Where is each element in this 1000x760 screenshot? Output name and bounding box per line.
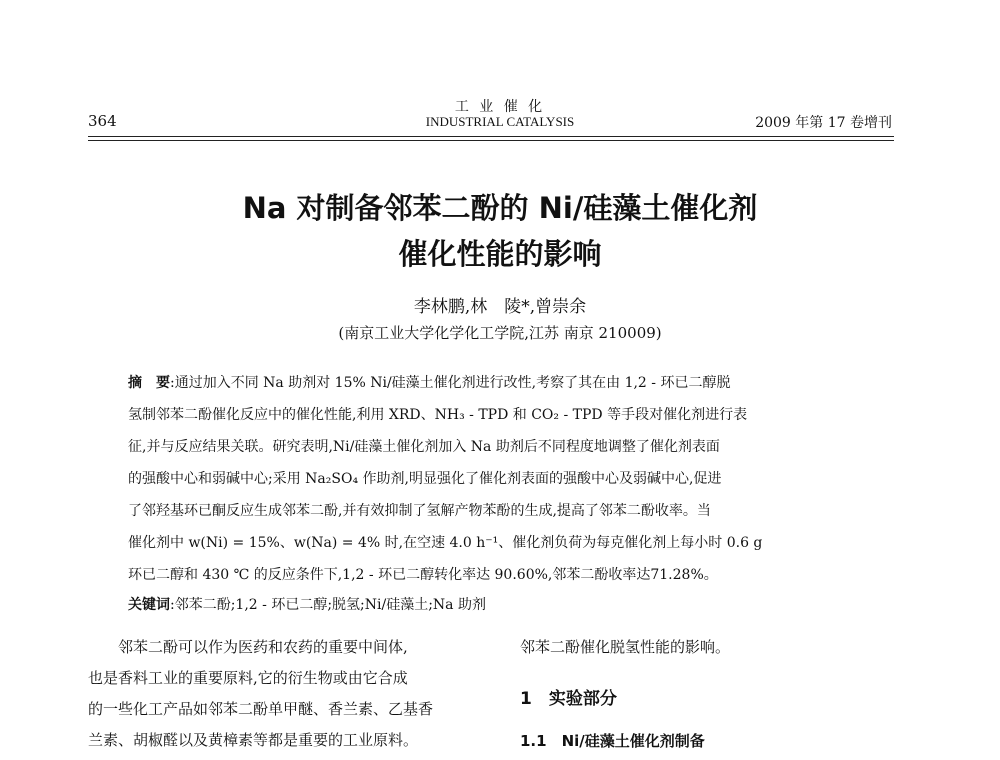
section-heading-1-1: 1.1 Ni/硅藻土催化剂制备 — [520, 732, 705, 750]
journal-title-cn: 工 业 催 化 — [454, 99, 546, 115]
keywords-label: 关键词 — [128, 597, 170, 613]
body-line: 的一些化工产品如邻苯二酚单甲醚、香兰素、乙基香 — [88, 700, 434, 718]
abstract-line: 氢制邻苯二酚催化反应中的催化性能,利用 XRD、NH₃ - TPD 和 CO₂ - TPD 等手段对催化剂进行表 — [128, 407, 748, 423]
abstract-line: 催化剂中 w(Ni) = 15%、w(Na) = 4% 时,在空速 4.0 h⁻¹、催化剂负荷为每克催化剂上每小时 0.6 g — [128, 535, 763, 551]
article-title-line1: Na 对制备邻苯二酚的 Ni/硅藻土催化剂 — [242, 191, 758, 225]
body-line: 邻苯二酚催化脱氢性能的影响。 — [520, 638, 731, 656]
header-rule-bottom — [88, 140, 894, 141]
keywords-text: :邻苯二酚;1,2 - 环已二醇;脱氢;Ni/硅藻土;Na 助剂 — [170, 597, 486, 613]
authors: 李林鹏,林 陵*,曾崇余 — [413, 297, 587, 317]
issue-info: 2009 年第 17 卷增刊 — [755, 115, 892, 131]
body-line: 兰素、胡椒醛以及黄樟素等都是重要的工业原料。 — [88, 731, 419, 749]
keywords-line — [128, 594, 888, 614]
header-rule-top — [88, 136, 894, 137]
body-line: 邻苯二酚可以作为医药和农药的重要中间体, — [88, 638, 408, 656]
abstract-line: 的强酸中心和弱碱中心;采用 Na₂SO₄ 作助剂,明显强化了催化剂表面的强酸中心及弱碱中心,促进 — [128, 471, 722, 487]
body-line: 也是香料工业的重要原料,它的衍生物或由它合成 — [88, 669, 408, 687]
abstract-label: 摘 要 — [128, 375, 170, 391]
abstract-line — [128, 372, 888, 392]
abstract-line: 了邻羟基环已酮反应生成邻苯二酚,并有效抑制了氢解产物苯酚的生成,提高了邻苯二酚收率。当 — [128, 503, 711, 519]
abstract-line: 环已二醇和 430 ℃ 的反应条件下,1,2 - 环已二醇转化率达 90.60%,邻苯二酚收率达71.28%。 — [128, 567, 718, 583]
page-number: 364 — [88, 112, 117, 130]
journal-title-en: INDUSTRIAL CATALYSIS — [425, 114, 575, 129]
abstract-line: 征,并与反应结果关联。研究表明,Ni/硅藻土催化剂加入 Na 助剂后不同程度地调整了催化剂表面 — [128, 439, 720, 455]
section-heading-1: 1 实验部分 — [520, 689, 617, 709]
abstract-text: :通过加入不同 Na 助剂对 15% Ni/硅藻土催化剂进行改性,考察了其在由 1,2 - 环已二醇脱 — [170, 375, 731, 391]
article-title-line2: 催化性能的影响 — [398, 237, 602, 271]
affiliation: (南京工业大学化学化工学院,江苏 南京 210009) — [338, 324, 662, 342]
